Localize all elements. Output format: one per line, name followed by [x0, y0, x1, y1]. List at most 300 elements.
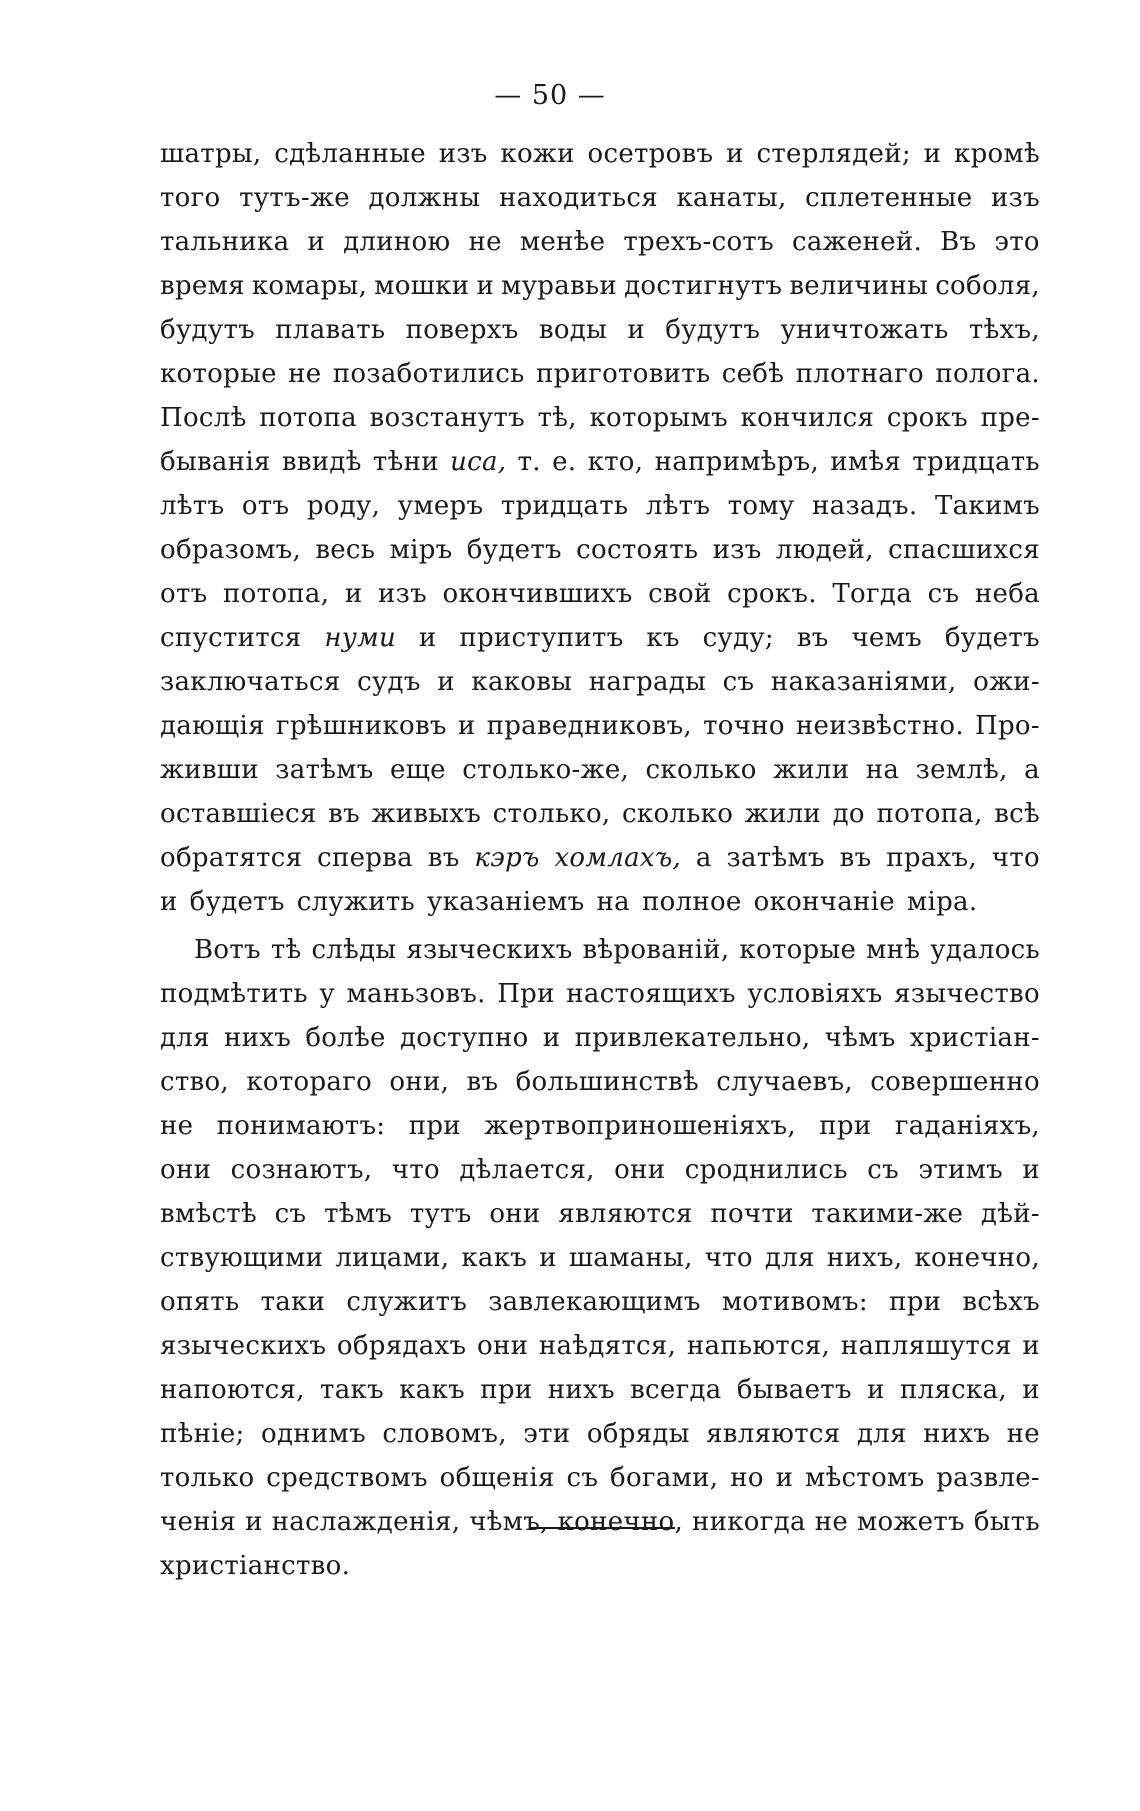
word: ство, — [160, 1067, 230, 1097]
word: назадъ. — [812, 491, 918, 521]
body-text — [160, 132, 1040, 1588]
text-line — [160, 748, 1040, 792]
word: въ — [427, 843, 460, 873]
word: наѣдятся, — [538, 1331, 677, 1361]
word: міра. — [906, 887, 978, 917]
text-line — [160, 308, 1040, 352]
paragraph — [160, 928, 1040, 1588]
word: и — [542, 1023, 561, 1053]
word: жили — [773, 755, 850, 785]
word: Послѣ — [160, 403, 247, 433]
word: изъ — [378, 579, 427, 609]
word: лѣтъ — [645, 491, 711, 521]
word: и — [539, 1243, 557, 1273]
word: являются — [558, 1199, 693, 1229]
text-line — [160, 880, 1040, 924]
word: мошки — [374, 271, 470, 301]
word: еще — [390, 755, 446, 785]
word: лицами, — [335, 1243, 450, 1273]
word: Тогда — [832, 579, 913, 609]
word: кожи — [500, 139, 575, 169]
word: будутъ — [665, 315, 761, 345]
word: нихъ — [547, 1375, 615, 1405]
word: подмѣтить — [160, 979, 308, 1009]
word: спустится — [160, 623, 302, 653]
word: тутъ-же — [239, 183, 350, 213]
word: большинствѣ — [515, 1067, 699, 1097]
word: всѣ — [994, 799, 1040, 829]
word: они — [489, 1199, 541, 1229]
text-line — [160, 1192, 1040, 1236]
word: при — [819, 1111, 872, 1141]
word: и — [923, 139, 942, 169]
word: стерлядей; — [756, 139, 911, 169]
word: неба — [974, 579, 1040, 609]
text-line — [160, 1544, 1040, 1588]
word: вмѣстѣ — [160, 1199, 257, 1229]
word: позаботились — [332, 359, 525, 389]
text-line — [160, 1104, 1040, 1148]
word: бываетъ — [736, 1375, 852, 1405]
word: жили — [744, 799, 822, 829]
word: тѣни — [372, 447, 439, 477]
word: они — [614, 1155, 666, 1185]
italic-word: нуми — [324, 623, 397, 653]
word: общенія — [439, 1463, 555, 1493]
word: быть — [973, 1507, 1040, 1537]
word: кромѣ — [954, 139, 1040, 169]
word: завлекающимъ — [488, 1287, 701, 1317]
word: въ — [328, 799, 360, 829]
text-line — [160, 1456, 1040, 1500]
word: свой — [648, 579, 712, 609]
word: они — [160, 1155, 212, 1185]
word: и — [437, 667, 455, 697]
word: тальника — [160, 227, 290, 257]
word: какъ — [399, 1375, 465, 1405]
word: Вотъ — [194, 935, 261, 965]
word: оставшіеся — [160, 799, 317, 829]
word: съ — [722, 667, 755, 697]
word: шаманы, — [568, 1243, 693, 1273]
word: конечно, — [914, 1243, 1040, 1273]
word: съ — [927, 579, 960, 609]
word: напляшутся — [840, 1331, 1012, 1361]
word: будутъ — [160, 315, 255, 345]
word: будетъ — [466, 535, 562, 565]
word: язычество — [894, 979, 1040, 1009]
word: въ — [466, 1067, 499, 1097]
word: служитъ — [346, 1287, 468, 1317]
word: при — [408, 1111, 461, 1141]
word: удалось — [930, 935, 1040, 965]
word: всегда — [630, 1375, 722, 1405]
word: длиною — [343, 227, 451, 257]
word: не — [814, 1507, 849, 1537]
text-line — [160, 132, 1040, 176]
end-of-section-rule — [530, 1527, 675, 1529]
word: сроднились — [684, 1155, 848, 1185]
word: спасшихся — [888, 535, 1040, 565]
word: награды — [588, 667, 707, 697]
word: полное — [641, 887, 742, 917]
word: потопа, — [876, 799, 983, 829]
word: при — [889, 1287, 942, 1317]
word: для — [856, 1419, 907, 1449]
word: плавать — [275, 315, 386, 345]
word: обряды — [586, 1419, 690, 1449]
word: и — [726, 139, 744, 169]
text-line — [160, 972, 1040, 1016]
word: дѣлается, — [459, 1155, 595, 1185]
word: пѣніе; — [160, 1419, 245, 1449]
text-line — [160, 616, 1040, 660]
word: средствомъ — [266, 1463, 428, 1493]
word: нихъ — [923, 1419, 991, 1449]
word: живыхъ — [371, 799, 482, 829]
word: для — [160, 1023, 210, 1053]
word: тридцать — [500, 491, 629, 521]
text-line — [160, 1236, 1040, 1280]
word: отъ — [160, 579, 208, 609]
word: напримѣръ, — [654, 447, 820, 477]
word: полога. — [935, 359, 1040, 389]
word: грѣшниковъ — [275, 711, 447, 741]
word: приготовить — [535, 359, 711, 389]
word: служить — [296, 887, 415, 917]
word: и — [418, 623, 437, 653]
word: у — [319, 979, 335, 1009]
word: тутъ — [409, 1199, 472, 1229]
word: тридцать — [912, 447, 1040, 477]
text-line — [160, 1500, 1040, 1544]
word: никогда — [691, 1507, 806, 1537]
word: это — [994, 227, 1040, 257]
word: Такимъ — [934, 491, 1040, 521]
word: пре- — [980, 403, 1040, 433]
word: уничтожать — [780, 315, 949, 345]
word: прахъ, — [886, 843, 977, 873]
word: для — [764, 1243, 815, 1273]
word: землѣ, — [915, 755, 1008, 785]
word: понимаютъ: — [216, 1111, 386, 1141]
word: и — [307, 227, 326, 257]
word: осетровъ — [587, 139, 714, 169]
word: приступитъ — [459, 623, 624, 653]
word: состоять — [576, 535, 699, 565]
word: саженей. — [791, 227, 923, 257]
word: ствующими — [160, 1243, 324, 1273]
word: окончившихъ — [442, 579, 633, 609]
word: сколько — [645, 755, 757, 785]
word: можетъ — [856, 1507, 965, 1537]
word: величины — [789, 271, 929, 301]
word: указаніемъ — [426, 887, 585, 917]
word: этимъ — [918, 1155, 1003, 1185]
word: комары, — [251, 271, 368, 301]
word: Про- — [975, 711, 1040, 741]
word: канаты, — [676, 183, 787, 213]
text-line — [160, 1060, 1040, 1104]
word: почти — [710, 1199, 794, 1229]
word: потопа, — [223, 579, 330, 609]
word: точно — [703, 711, 785, 741]
word: такими-же — [811, 1199, 964, 1229]
word: чѣмъ, — [469, 1507, 549, 1537]
word: быванія — [160, 447, 271, 477]
word: изъ — [438, 139, 488, 169]
word: Въ — [940, 227, 977, 257]
word: сдѣланные — [274, 139, 426, 169]
word: являются — [706, 1419, 841, 1449]
italic-word: иса, — [450, 447, 507, 477]
word: развле- — [936, 1463, 1040, 1493]
word: и — [245, 1507, 263, 1537]
word: и — [627, 315, 645, 345]
word: таки — [260, 1287, 326, 1317]
word: кто, — [587, 447, 644, 477]
word: будетъ — [944, 623, 1040, 653]
word: на — [865, 755, 900, 785]
word: наслажденія, — [271, 1507, 461, 1537]
word: т. — [517, 447, 541, 477]
word: и — [160, 887, 178, 917]
word: ожи- — [973, 667, 1040, 697]
word: менѣе — [519, 227, 606, 257]
word: образомъ, — [160, 535, 302, 565]
word: нихъ, — [826, 1243, 903, 1273]
word: судъ — [357, 667, 421, 697]
word: совершенно — [870, 1067, 1040, 1097]
word: въ — [796, 623, 829, 653]
word: себѣ — [721, 359, 785, 389]
word: доступно — [399, 1023, 529, 1053]
word: того — [160, 183, 221, 213]
word: чѣмъ — [824, 1023, 896, 1053]
text-line — [160, 1412, 1040, 1456]
word: возстанутъ — [369, 403, 525, 433]
word: обратятся — [160, 843, 303, 873]
word: привлекательно, — [574, 1023, 811, 1053]
word: лѣтъ — [160, 491, 225, 521]
word: пляска, — [900, 1375, 1007, 1405]
text-line — [160, 352, 1040, 396]
word: не — [468, 227, 502, 257]
word: христіанство. — [160, 1551, 351, 1581]
word: каковы — [471, 667, 573, 697]
word: и — [867, 1375, 885, 1405]
word: напьются, — [686, 1331, 831, 1361]
word: затѣмъ — [275, 755, 374, 785]
word: е. — [552, 447, 577, 477]
word: и — [1022, 1155, 1040, 1185]
word: не — [160, 1111, 194, 1141]
word: съ — [566, 1463, 599, 1493]
word: окончаніе — [753, 887, 895, 917]
word: и — [775, 1463, 794, 1493]
word: находиться — [498, 183, 658, 213]
text-line — [160, 220, 1040, 264]
word: тому — [727, 491, 795, 521]
word: тѣ, — [537, 403, 577, 433]
word: потопа — [259, 403, 357, 433]
word: на — [596, 887, 630, 917]
word: изъ — [712, 535, 762, 565]
word: случаевъ, — [716, 1067, 853, 1097]
word: должны — [368, 183, 481, 213]
word: они — [477, 1331, 529, 1361]
word: неизвѣстно. — [795, 711, 964, 741]
word: съ — [867, 1155, 899, 1185]
word: отъ — [241, 491, 290, 521]
word: и — [1022, 1375, 1040, 1405]
word: языческихъ — [406, 935, 573, 965]
word: тѣхъ, — [968, 315, 1040, 345]
word: сплетенные — [805, 183, 973, 213]
word: суду; — [702, 623, 774, 653]
word: затѣмъ — [726, 843, 825, 873]
word: будетъ — [189, 887, 285, 917]
word: людей, — [775, 535, 874, 565]
word: живши — [160, 755, 259, 785]
word: мотивомъ: — [721, 1287, 868, 1317]
text-line — [160, 1280, 1040, 1324]
text-line — [160, 704, 1040, 748]
italic-word: хомлахъ, — [554, 843, 682, 873]
word: что — [704, 1243, 753, 1273]
word: но — [730, 1463, 764, 1493]
word: а — [1024, 755, 1040, 785]
word: и — [457, 711, 476, 741]
word: они, — [389, 1067, 450, 1097]
word: слѣды — [311, 935, 397, 965]
text-line — [160, 1016, 1040, 1060]
word: срокъ — [886, 403, 968, 433]
word: только — [160, 1463, 255, 1493]
word: наказаніями, — [770, 667, 957, 697]
word: міръ — [389, 535, 453, 565]
word: языческихъ — [160, 1331, 327, 1361]
word: и — [344, 579, 363, 609]
word: мнѣ — [866, 935, 921, 965]
text-line — [160, 928, 1040, 972]
word: что — [391, 1155, 440, 1185]
word: всѣхъ — [962, 1287, 1040, 1317]
text-line — [160, 440, 1040, 484]
word: достигнутъ — [624, 271, 783, 301]
word: что — [991, 843, 1040, 873]
word: мѣстомъ — [805, 1463, 925, 1493]
word: словомъ, — [382, 1419, 507, 1449]
word: эти — [523, 1419, 571, 1449]
text-line — [160, 484, 1040, 528]
word: котораго — [246, 1067, 373, 1097]
word: жертвоприношеніяхъ, — [484, 1111, 796, 1141]
word: до — [832, 799, 865, 829]
word: дѣй- — [980, 1199, 1040, 1229]
word: съ — [274, 1199, 307, 1229]
word: условіяхъ — [747, 979, 883, 1009]
word: умеръ — [397, 491, 484, 521]
word: при — [480, 1375, 533, 1405]
word: ченія — [160, 1507, 237, 1537]
word: опять — [160, 1287, 240, 1317]
word: имѣя — [830, 447, 902, 477]
word: тѣ — [270, 935, 302, 965]
word: которые — [739, 935, 857, 965]
word: которымъ — [589, 403, 728, 433]
word: такъ — [320, 1375, 384, 1405]
text-line — [160, 572, 1040, 616]
word: плотнаго — [795, 359, 924, 389]
word: вѣрованій, — [582, 935, 730, 965]
italic-word: кэръ — [474, 843, 540, 873]
word: маньзовъ. — [346, 979, 486, 1009]
word: и — [476, 271, 495, 301]
word: изъ — [990, 183, 1040, 213]
word: При — [497, 979, 555, 1009]
word: настоящихъ — [566, 979, 736, 1009]
word: болѣе — [305, 1023, 386, 1053]
word: и — [1022, 1331, 1040, 1361]
word: какъ — [461, 1243, 528, 1273]
word: однимъ — [261, 1419, 366, 1449]
word: не — [288, 359, 322, 389]
text-line — [160, 528, 1040, 572]
word: сколько — [622, 799, 734, 829]
word: воды — [538, 315, 608, 345]
text-line — [160, 1148, 1040, 1192]
word: къ — [646, 623, 680, 653]
word: трехъ-сотъ — [623, 227, 774, 257]
word: въ — [839, 843, 872, 873]
word: кончился — [740, 403, 875, 433]
text-line — [160, 176, 1040, 220]
word: богами, — [610, 1463, 719, 1493]
word: муравьи — [501, 271, 618, 301]
word: сперва — [317, 843, 413, 873]
word: нихъ — [224, 1023, 292, 1053]
word: христіан- — [909, 1023, 1040, 1053]
text-line — [160, 1324, 1040, 1368]
word: весь — [315, 535, 376, 565]
paragraph — [160, 132, 1040, 924]
word: гаданіяхъ, — [894, 1111, 1040, 1141]
text-line — [160, 1368, 1040, 1412]
word: не — [1006, 1419, 1040, 1449]
word: столько, — [492, 799, 611, 829]
text-line — [160, 836, 1040, 880]
word: столько-же, — [462, 755, 630, 785]
word: ввидѣ — [281, 447, 362, 477]
word: заключаться — [160, 667, 341, 697]
text-line — [160, 396, 1040, 440]
word: поверхъ — [405, 315, 519, 345]
word: роду, — [306, 491, 381, 521]
word: срокъ. — [727, 579, 817, 609]
word: а — [695, 843, 712, 873]
word: праведниковъ, — [486, 711, 692, 741]
word: тѣмъ — [324, 1199, 393, 1229]
text-line — [160, 264, 1040, 308]
word: шатры, — [160, 139, 262, 169]
word: соболя, — [935, 271, 1040, 301]
word: время — [160, 271, 245, 301]
word: обрядахъ — [336, 1331, 467, 1361]
word: конечно, — [557, 1507, 684, 1537]
word: чемъ — [851, 623, 922, 653]
page-number: — 50 — — [494, 80, 606, 111]
